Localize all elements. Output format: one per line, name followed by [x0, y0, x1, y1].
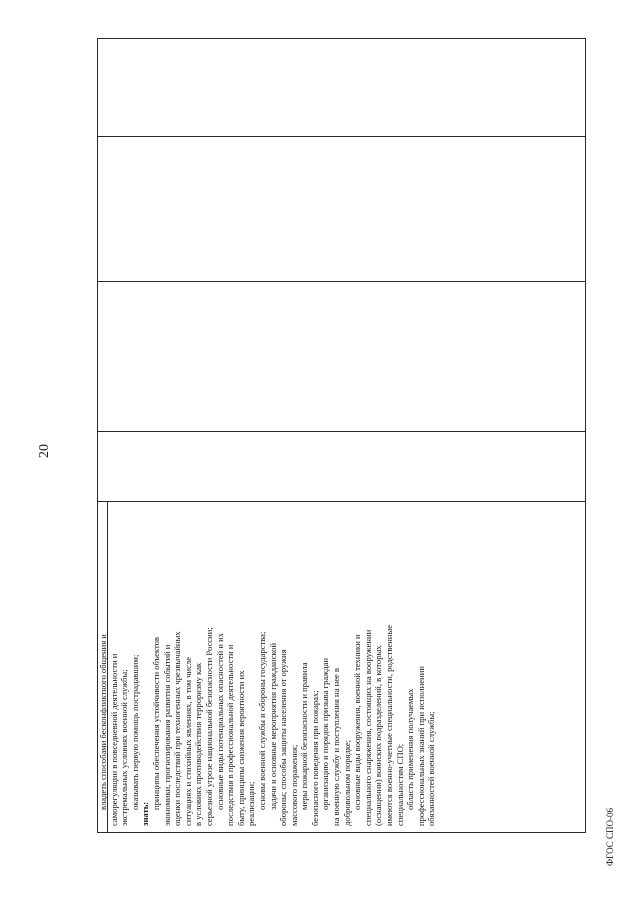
page-number: 20	[37, 444, 52, 458]
text-line: оказывать первую помощь пострадавшим;	[129, 654, 140, 810]
text-line: обязанностей военной службы;	[426, 711, 437, 826]
text-line: на военную службу и поступления на нее в	[331, 667, 342, 826]
text-line: массового поражения;	[288, 744, 299, 826]
text-line: саморегуляции в повседневной деятельности и	[108, 653, 119, 826]
text-line: имеются военно-учетные специальности, родственные	[384, 624, 395, 826]
table-cell-empty-3	[98, 282, 585, 432]
text-line: (оснащении) воинских подразделений, в которых	[373, 645, 384, 826]
text-line: специального снаряжения, состоящих на вооружении	[362, 629, 373, 826]
text-line: оценки последствий при техногенных чрезвычайных	[172, 631, 183, 826]
competency-text-block	[98, 508, 437, 826]
text-line: знать:	[140, 801, 151, 826]
footer-code: ФГОС СПО-06	[605, 808, 615, 866]
text-line: основные виды потенциальных опасностей и их	[214, 632, 225, 810]
table-cell-text	[98, 502, 585, 832]
text-line: задачи и основные мероприятия гражданской	[267, 642, 278, 810]
table-cell-empty-1	[98, 39, 585, 137]
text-line: экстремальных условиях военной службы;	[119, 669, 130, 826]
text-line: основы военной службы и обороны государства;	[256, 631, 267, 810]
text-line: серьезной угрозе национальной безопасности России;	[203, 627, 214, 826]
text-line: специальностям СПО;	[394, 743, 405, 826]
text-line: последствия в профессиональной деятельности и	[225, 644, 236, 826]
text-line: меры пожарной безопасности и правила	[299, 662, 310, 810]
text-line: организацию и порядок призыва граждан	[320, 658, 331, 810]
text-line: быту, принципы снижения вероятности их	[235, 670, 246, 826]
table-cell-empty-4	[98, 432, 585, 502]
standards-table	[97, 38, 586, 833]
text-line: ситуациях и стихийных явлениях, в том числе	[182, 656, 193, 826]
text-line: область применения получаемых	[405, 688, 416, 810]
table-cell-empty-2	[98, 137, 585, 282]
text-line: реализации;	[246, 781, 257, 826]
text-line: в условиях противодействия терроризму как	[193, 662, 204, 826]
text-line: основные виды вооружения, военной техники и	[352, 634, 363, 810]
text-line: добровольном порядке;	[341, 739, 352, 826]
text-line: безопасного поведения при пожарах;	[309, 690, 320, 826]
text-line: принципы обеспечения устойчивости объектов	[150, 636, 161, 810]
text-line: обороны; способы защиты населения от оружия	[278, 649, 289, 826]
text-line: профессиональных знаний при исполнении	[415, 666, 426, 826]
text-line: экономики, прогнозирования развития событий и	[161, 644, 172, 826]
text-line: владеть способами бесконфликтного общения и	[98, 634, 108, 810]
